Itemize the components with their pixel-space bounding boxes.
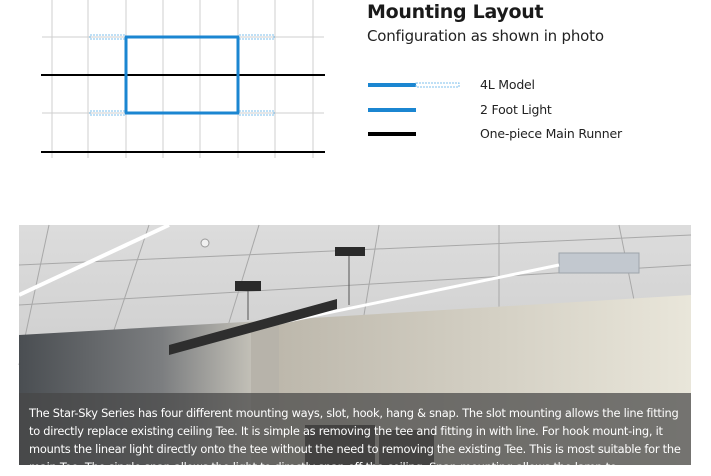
legend-item-main-runner [368,126,668,146]
blue-line-icon [368,104,460,116]
legend-label: 2 Foot Light [480,102,552,117]
legend-label: 4L Model [480,77,535,92]
dashed-blue-line-icon [368,79,460,91]
page-title: Mounting Layout [367,1,544,23]
legend-item-4l-model [368,77,668,97]
photo-caption [19,393,691,474]
caption-text: The Star-Sky Series has four different mounting ways, slot, hook, hang & snap. The slot mounting allows the line fitting to directly replace existing ceiling Tee. It is simple as removing the tee and fitting in with line. For hook mount-ing, it mounts the linear light directly onto the tee without the need to removing the existing Tee. This is most suitable for the main Tee. The single snap allows the light to directly snap off the ceiling. Snap mounting allows the lamp to [29,406,681,474]
page-subtitle: Configuration as shown in photo [367,27,604,45]
legend-label: One-piece Main Runner [480,126,622,141]
black-line-icon [368,128,460,140]
legend-item-2-foot-light [368,102,668,122]
ceiling-grid [42,0,324,158]
installation-photo [19,225,691,474]
mounting-layout-diagram [0,0,711,200]
